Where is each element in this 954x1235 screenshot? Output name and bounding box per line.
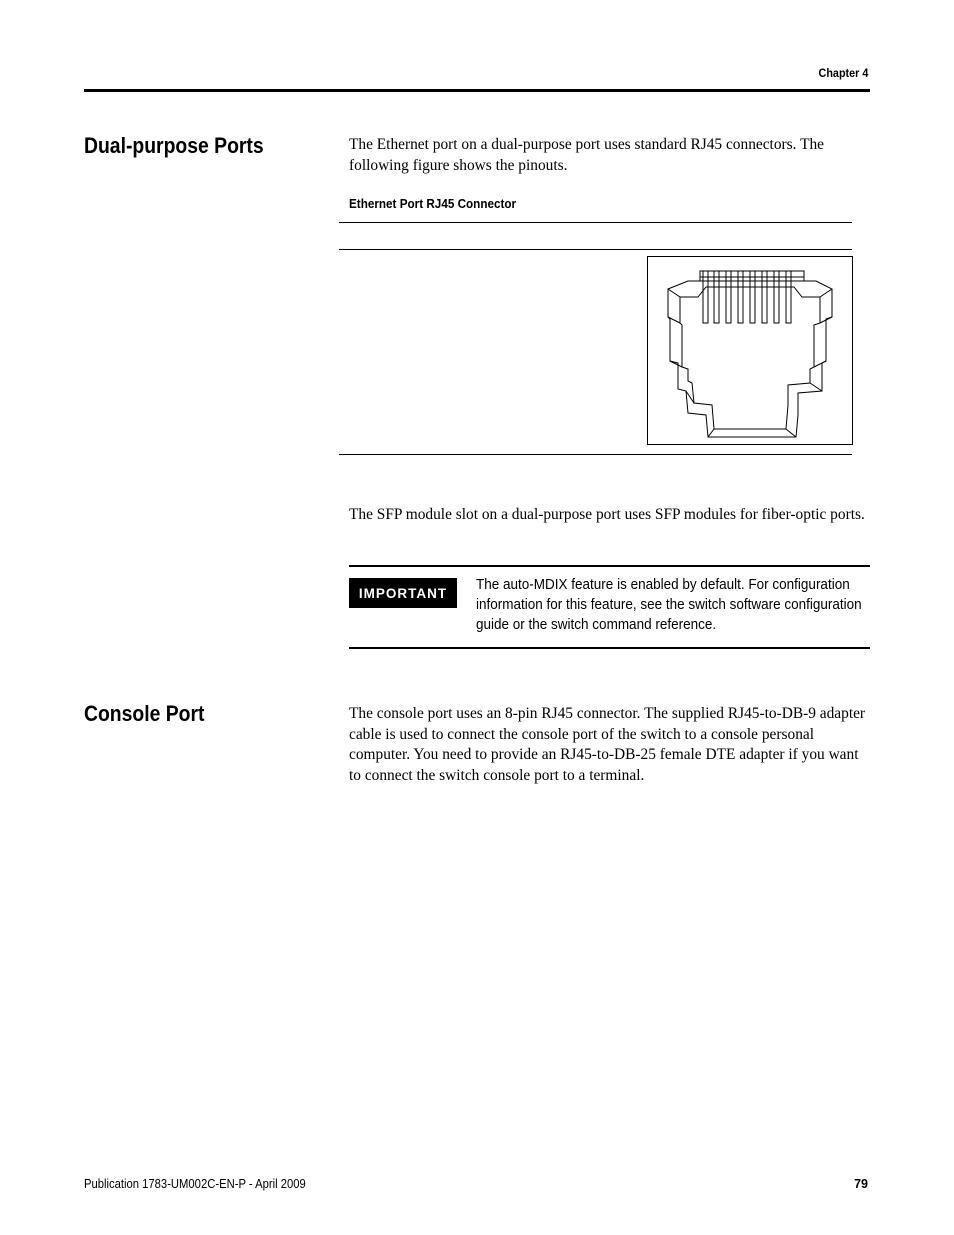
rj45-connector-drawing <box>648 257 852 444</box>
section-heading-console-port: Console Port <box>84 701 205 726</box>
chapter-label: Chapter 4 <box>818 66 868 80</box>
rj45-connector-figure <box>647 256 853 445</box>
important-badge: IMPORTANT <box>349 578 457 608</box>
sfp-paragraph: The SFP module slot on a dual-purpose port uses SFP modules for fiber-optic ports. <box>349 506 865 523</box>
publication-footer: Publication 1783-UM002C-EN-P - April 2009 <box>84 1177 306 1191</box>
important-rule-bottom <box>349 647 870 649</box>
page-number: 79 <box>854 1177 868 1191</box>
dual-purpose-intro: The Ethernet port on a dual-purpose port uses standard RJ45 connectors. The following figure shows the pinouts. <box>349 136 824 174</box>
important-rule-top <box>349 565 870 567</box>
figure-rule-bottom <box>339 454 852 455</box>
header-rule <box>84 89 870 92</box>
important-note-text: The auto-MDIX feature is enabled by default. For configuration information for this feature, see the switch software configuration guide or the switch command reference. <box>476 576 862 633</box>
figure-rule-top <box>339 222 852 223</box>
figure-rule-middle <box>339 249 852 250</box>
console-port-paragraph: The console port uses an 8-pin RJ45 connector. The supplied RJ45-to-DB-9 adapter cable is used to connect the console port of the switch to a console personal computer. You need to provide an RJ45-to-DB-25 female DTE adapter if you want to connect the switch console port to a terminal. <box>349 705 866 784</box>
rj45-pins <box>703 271 791 323</box>
section-heading-dual-purpose: Dual-purpose Ports <box>84 133 264 158</box>
figure-caption: Ethernet Port RJ45 Connector <box>349 196 517 211</box>
